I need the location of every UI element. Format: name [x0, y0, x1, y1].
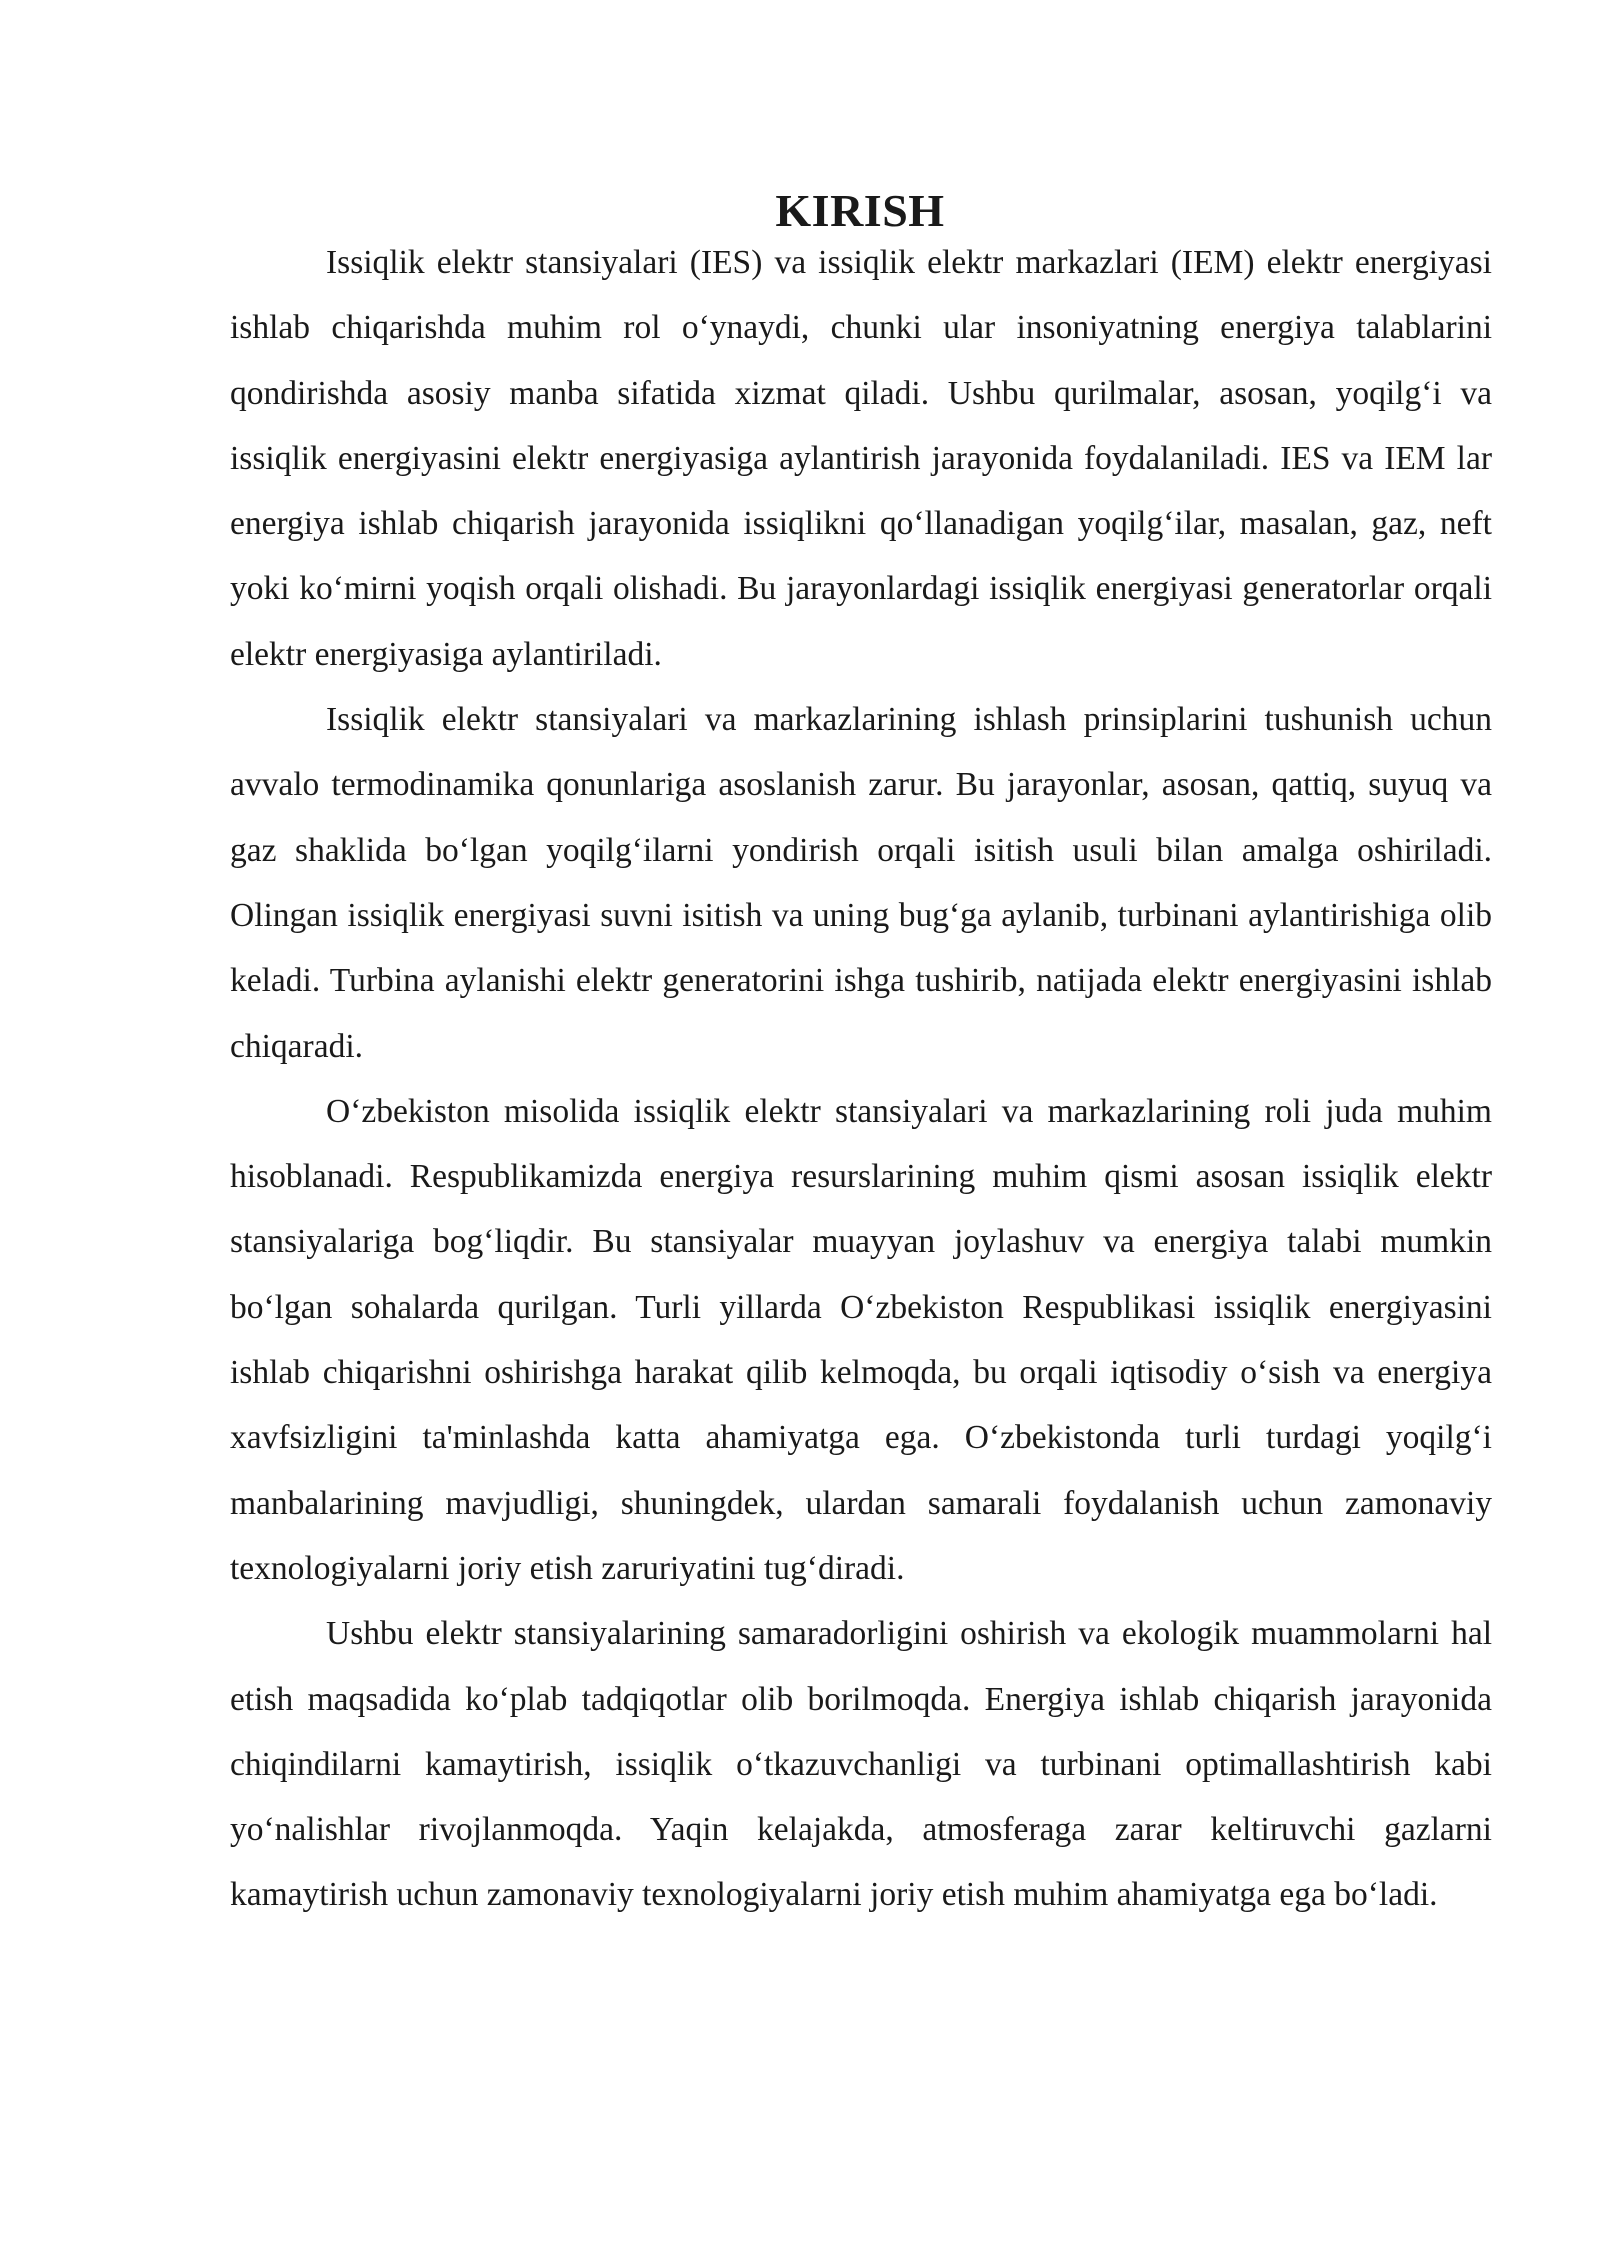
paragraph-1: Issiqlik elektr stansiyalari (IES) va issiqlik elektr markazlari (IEM) elektr energiyasi ishlab chiqarishda muhim rol o‘ynaydi, chunki ular insoniyatning energiya talablarini qondirishda asosiy manba sifatida xizmat qiladi. Ushbu qurilmalar, asosan, yoqilg‘i va issiqlik energiyasini elektr energiyasiga aylantirish jarayonida foydalaniladi. IES va IEM lar energiya ishlab chiqarish jarayonida issiqlikni qo‘llanadigan yoqilg‘ilar, masalan, gaz, neft yoki ko‘mirni yoqish orqali olishadi. Bu jarayonlardagi issiqlik energiyasi generatorlar orqali elektr energiyasiga aylantiriladi. [230, 244, 1492, 673]
paragraph-4: Ushbu elektr stansiyalarining samaradorligini oshirish va ekologik muammolarni hal etish maqsadida ko‘plab tadqiqotlar olib borilmoqda. Energiya ishlab chiqarish jarayonida chiqindilarni kamaytirish, issiqlik o‘tkazuvchanligi va turbinani optimallashtirish kabi yo‘nalishlar rivojlanmoqda. Yaqin kelajakda, atmosferaga zarar keltiruvchi gazlarni kamaytirish uchun zamonaviy texnologiyalarni joriy etish muhim ahamiyatga ega bo‘ladi. [230, 1615, 1492, 1914]
paragraph-2: Issiqlik elektr stansiyalari va markazlarining ishlash prinsiplarini tushunish uchun avvalo termodinamika qonunlariga asoslanish zarur. Bu jarayonlar, asosan, qattiq, suyuq va gaz shaklida bo‘lgan yoqilg‘ilarni yondirish orqali isitish usuli bilan amalga oshiriladi. Olingan issiqlik energiyasi suvni isitish va uning bug‘ga aylanib, turbinani aylantirishiga olib keladi. Turbina aylanishi elektr generatorini ishga tushirib, natijada elektr energiyasini ishlab chiqaradi. [230, 701, 1492, 1065]
paragraph-3: O‘zbekiston misolida issiqlik elektr stansiyalari va markazlarining roli juda muhim hisoblanadi. Respublikamizda energiya resurslarining muhim qismi asosan issiqlik elektr stansiyalariga bog‘liqdir. Bu stansiyalar muayyan joylashuv va energiya talabi mumkin bo‘lgan sohalarda qurilgan. Turli yillarda O‘zbekiston Respublikasi issiqlik energiyasini ishlab chiqarishni oshirishga harakat qilib kelmoqda, bu orqali iqtisodiy o‘sish va energiya xavfsizligini ta'minlashda katta ahamiyatga ega. O‘zbekistonda turli turdagi yoqilg‘i manbalarining mavjudligi, shuningdek, ulardan samarali foydalanish uchun zamonaviy texnologiyalarni joriy etish zaruriyatini tug‘diradi. [230, 1092, 1492, 1587]
page-title: KIRISH [775, 184, 945, 236]
document-body [230, 230, 1492, 1928]
